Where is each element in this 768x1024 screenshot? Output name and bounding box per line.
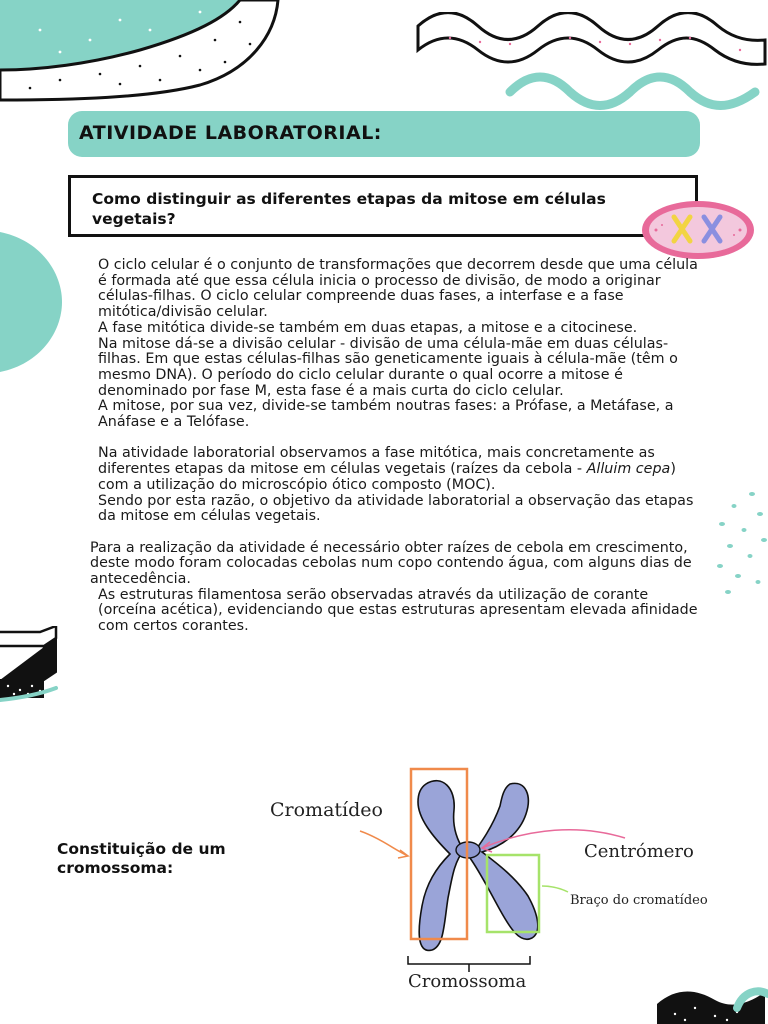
label-cromatideo: Cromatídeo: [270, 799, 383, 821]
cell-chromosome-illustration: [638, 197, 758, 263]
title-band: [68, 111, 700, 157]
page-title: ATIVIDADE LABORATORIAL:: [79, 122, 382, 144]
question-box: [68, 175, 698, 237]
species-name: Alluim cepa: [586, 461, 671, 478]
wave-decoration-bottom-right: [655, 984, 768, 1024]
chromosome-diagram: [340, 766, 640, 996]
paragraph: O ciclo celular é o conjunto de transformações que decorrem desde que uma célula é formada até que essa célula inicia o processo de divisão, de modo a originar células-filhas. O ciclo celular compreende duas fases, a interfase e a fase mitótica/divisão celular.: [98, 257, 698, 321]
paragraph: A fase mitótica divide-se também em duas etapas, a mitose e a citocinese.: [98, 319, 638, 336]
left-chromatid: [418, 781, 464, 951]
question-text: Como distinguir as diferentes etapas da mitose em células vegetais?: [92, 190, 606, 228]
label-braco-do-cromatideo: Braço do cromatídeo: [570, 893, 708, 908]
diagram-heading: Constituição de um cromossoma:: [57, 840, 226, 877]
paragraph: Na atividade laboratorial observamos a fase mitótica, mais concretamente as diferentes etapas da mitose em células vegetais (raízes da cebola - Alluim cepa) com a utilização do microscópio ótico composto (MOC).: [98, 445, 676, 493]
label-centromero: Centrómero: [584, 841, 694, 862]
paragraph: Na mitose dá-se a divisão celular - divisão de uma célula-mãe em duas células-filhas. Em que estas células-filhas são geneticamente iguais à célula-mãe (têm o mesmo DNA). O período do ciclo celular durante o qual ocorre a mitose é denominado por fase M, esta fase é a mais curta do ciclo celular.: [98, 335, 678, 399]
paragraph: As estruturas filamentosa serão observadas através da utilização de corante (orceína acética), evidenciando que estas estruturas apresentam elevada afinidade com certos corantes.: [98, 586, 698, 635]
paragraph: Para a realização da atividade é necessário obter raízes de cebola em crescimento, deste modo foram colocadas cebolas num copo contendo água, com alguns dias de antecedência.: [90, 539, 692, 588]
dots-decoration-right: [712, 488, 768, 598]
cube-decoration-left: [0, 626, 62, 702]
wave-decoration-top-left: [0, 0, 300, 105]
label-cromossoma: Cromossoma: [408, 971, 527, 992]
mint-half-circle-decoration: [0, 232, 62, 372]
wave-decoration-top-right: [410, 12, 768, 122]
paragraph: Sendo por esta razão, o objetivo da atividade laboratorial a observação das etapas da mitose em células vegetais.: [98, 492, 694, 525]
body-text: [68, 258, 708, 635]
right-chromatid: [470, 783, 538, 939]
paragraph: A mitose, por sua vez, divide-se também noutras fases: a Prófase, a Metáfase, a Anáfase e a Telófase.: [98, 398, 674, 431]
